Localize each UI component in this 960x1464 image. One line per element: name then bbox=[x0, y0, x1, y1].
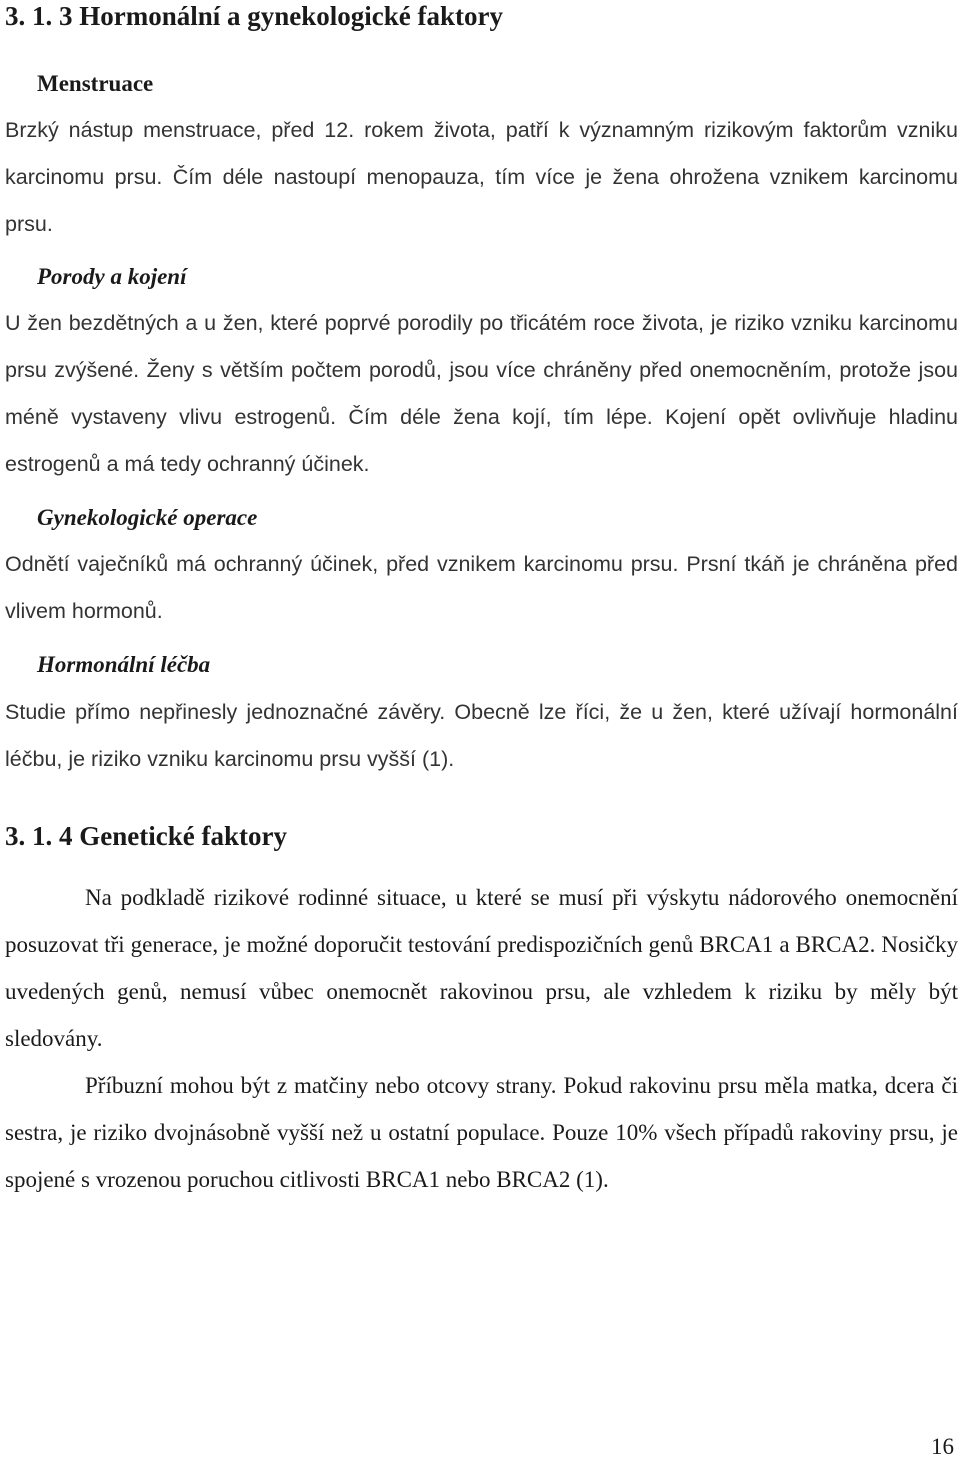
paragraph-genetic-1: Na podkladě rizikové rodinné situace, u které se musí při výskytu nádorového onemocnění posuzovat tři generace, je možné doporučit testování predispozičních genů BRCA1 a BRCA2. Nosičky uvedených genů, nemusí vůbec onemocnět rakovinou prsu, ale vzhledem k riziku by měly být sledovány. bbox=[5, 885, 958, 1051]
page-number: 16 bbox=[931, 1434, 954, 1459]
section-heading-genetic-factors: 3. 1. 4 Genetické faktory bbox=[5, 821, 287, 851]
subheading-porody-a-kojeni: Porody a kojení bbox=[37, 264, 187, 289]
section-heading-hormonal-factors: 3. 1. 3 Hormonální a gynekologické faktory bbox=[5, 1, 503, 31]
paragraph-menstruace: Brzký nástup menstruace, před 12. rokem života, patří k významným rizikovým faktorům vzniku karcinomu prsu. Čím déle nastoupí menopauza, tím více je žena ohrožena vznikem karcinomu prsu. bbox=[5, 118, 958, 236]
paragraph-gynekologicke-operace: Odnětí vaječníků má ochranný účinek, před vznikem karcinomu prsu. Prsní tkáň je chráněna před vlivem hormonů. bbox=[5, 552, 958, 623]
paragraph-hormonalni-lecba: Studie přímo nepřinesly jednoznačné závěry. Obecně lze říci, že u žen, které užívají hormonální léčbu, je riziko vzniku karcinomu prsu vyšší (1). bbox=[5, 700, 958, 771]
paragraph-porody-a-kojeni: U žen bezdětných a u žen, které poprvé porodily po třicátém roce života, je riziko vzniku karcinomu prsu zvýšené. Ženy s větším počtem porodů, jsou více chráněny před onemocněním, protože jsou méně vystaveny vlivu estrogenů. Čím déle žena kojí, tím lépe. Kojení opět ovlivňuje hladinu estrogenů a má tedy ochranný účinek. bbox=[5, 311, 958, 476]
subheading-gynekologicke-operace: Gynekologické operace bbox=[37, 505, 258, 530]
paragraph-genetic-2: Příbuzní mohou být z matčiny nebo otcovy strany. Pokud rakovinu prsu měla matka, dcera či sestra, je riziko dvojnásobně vyšší než u ostatní populace. Pouze 10% všech případů rakoviny prsu, je spojené s vrozenou poruchou citlivosti BRCA1 nebo BRCA2 (1). bbox=[5, 1073, 958, 1192]
subheading-menstruace: Menstruace bbox=[37, 71, 154, 96]
subheading-hormonalni-lecba: Hormonální léčba bbox=[37, 652, 211, 677]
